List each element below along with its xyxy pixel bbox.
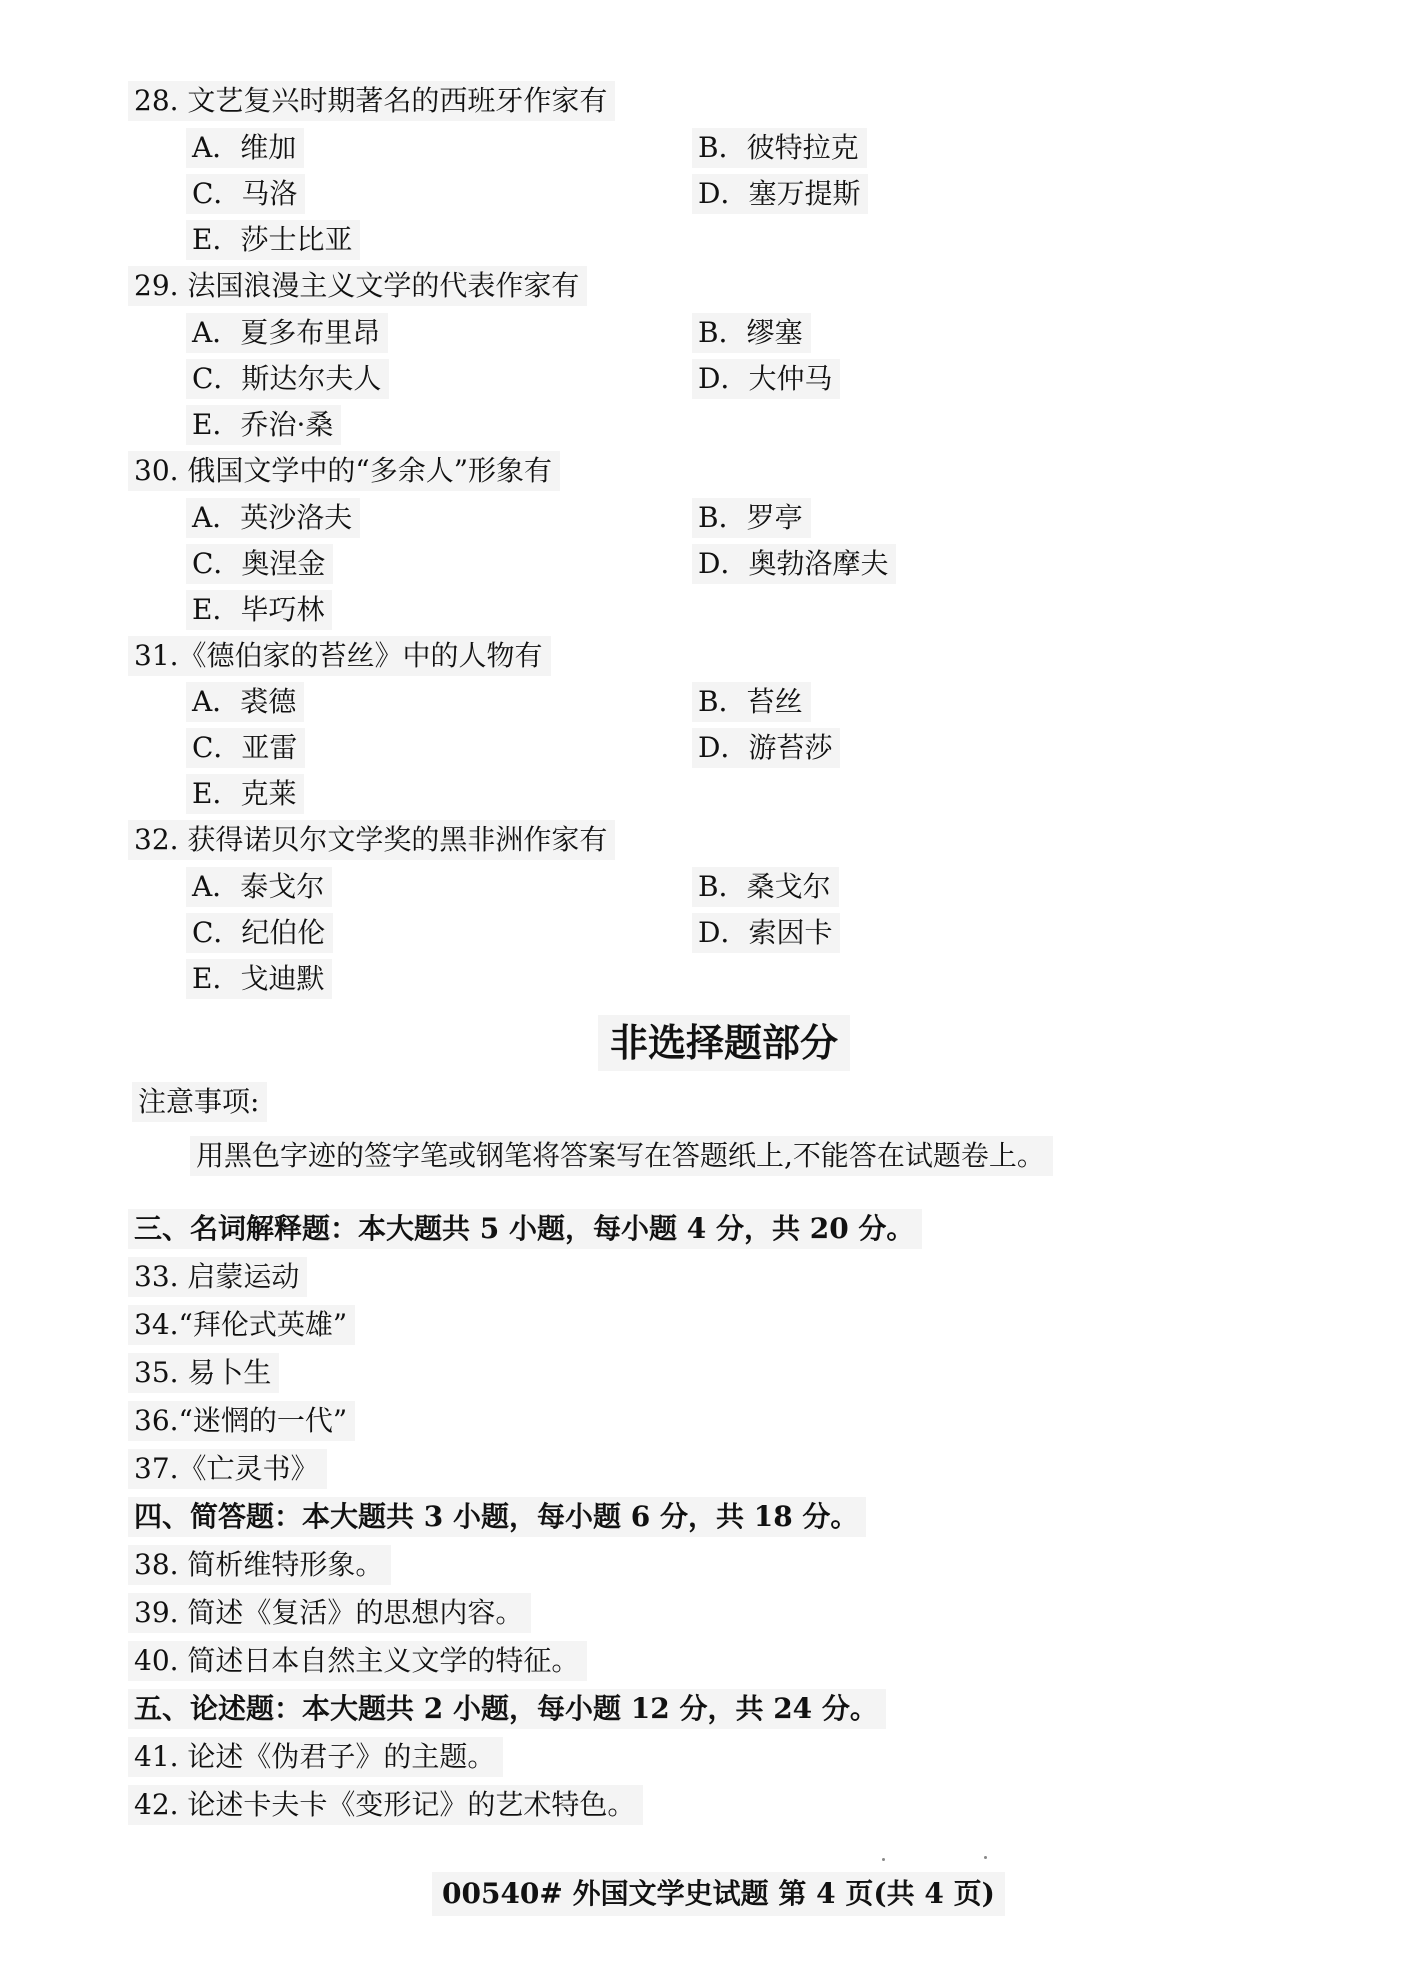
question-32-stem: 32. 获得诺贝尔文学奖的黑非洲作家有	[128, 820, 615, 860]
q32-option-e: E．戈迪默	[186, 959, 332, 999]
q28-option-e: E．莎士比亚	[186, 220, 360, 260]
scan-speck	[984, 1856, 987, 1859]
question-29-stem: 29. 法国浪漫主义文学的代表作家有	[128, 266, 587, 306]
scan-speck	[882, 1858, 885, 1861]
question-42: 42. 论述卡夫卡《变形记》的艺术特色。	[128, 1785, 643, 1825]
q32-option-d: D．索因卡	[692, 913, 840, 953]
q30-option-b: B．罗亭	[692, 498, 811, 538]
section-4-header: 四、简答题：本大题共 3 小题，每小题 6 分，共 18 分。	[128, 1497, 866, 1537]
q30-option-c: C．奥涅金	[186, 544, 333, 584]
section-5-header: 五、论述题：本大题共 2 小题，每小题 12 分，共 24 分。	[128, 1689, 886, 1729]
q28-option-d: D．塞万提斯	[692, 174, 868, 214]
question-30-stem: 30. 俄国文学中的“多余人”形象有	[128, 451, 560, 491]
q28-option-a: A．维加	[186, 128, 304, 168]
q32-option-a: A．泰戈尔	[186, 867, 332, 907]
question-39: 39. 简述《复活》的思想内容。	[128, 1593, 531, 1633]
q29-option-e: E．乔治·桑	[186, 405, 341, 445]
question-35: 35. 易卜生	[128, 1353, 279, 1393]
q32-option-c: C．纪伯伦	[186, 913, 333, 953]
q31-option-c: C．亚雷	[186, 728, 305, 768]
question-37: 37.《亡灵书》	[128, 1449, 327, 1489]
question-38: 38. 简析维特形象。	[128, 1545, 391, 1585]
q29-option-c: C．斯达尔夫人	[186, 359, 389, 399]
question-33: 33. 启蒙运动	[128, 1257, 307, 1297]
q30-option-e: E．毕巧林	[186, 590, 332, 630]
page-footer: 00540# 外国文学史试题 第 4 页(共 4 页)	[432, 1872, 1005, 1916]
notice-text: 用黑色字迹的签字笔或钢笔将答案写在答题纸上,不能答在试题卷上。	[190, 1136, 1053, 1176]
q30-option-a: A．英沙洛夫	[186, 498, 360, 538]
q31-option-b: B．苔丝	[692, 682, 811, 722]
q30-option-d: D．奥勃洛摩夫	[692, 544, 896, 584]
q29-option-a: A．夏多布里昂	[186, 313, 388, 353]
q28-option-b: B．彼特拉克	[692, 128, 867, 168]
question-36: 36.“迷惘的一代”	[128, 1401, 355, 1441]
q28-option-c: C．马洛	[186, 174, 305, 214]
q31-option-d: D．游苔莎	[692, 728, 840, 768]
question-40: 40. 简述日本自然主义文学的特征。	[128, 1641, 587, 1681]
notice-label: 注意事项:	[132, 1082, 267, 1122]
question-41: 41. 论述《伪君子》的主题。	[128, 1737, 503, 1777]
q32-option-b: B．桑戈尔	[692, 867, 839, 907]
part-title: 非选择题部分	[598, 1015, 850, 1071]
question-28-stem: 28. 文艺复兴时期著名的西班牙作家有	[128, 81, 615, 121]
question-34: 34.“拜伦式英雄”	[128, 1305, 355, 1345]
q29-option-b: B．缪塞	[692, 313, 811, 353]
q29-option-d: D．大仲马	[692, 359, 840, 399]
section-3-header: 三、名词解释题：本大题共 5 小题，每小题 4 分，共 20 分。	[128, 1209, 922, 1249]
q31-option-a: A．裘德	[186, 682, 304, 722]
question-31-stem: 31.《德伯家的苔丝》中的人物有	[128, 636, 551, 676]
q31-option-e: E．克莱	[186, 774, 304, 814]
